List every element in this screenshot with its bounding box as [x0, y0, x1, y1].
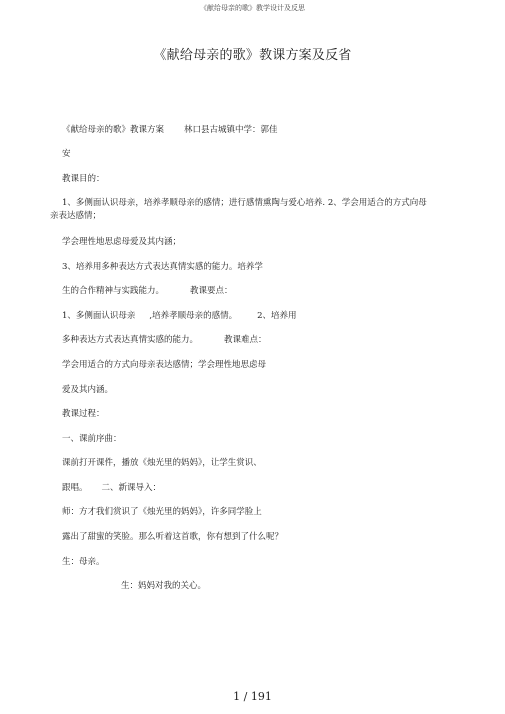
body-line: 生：妈妈对我的关心。 — [121, 581, 207, 591]
body-line: 学会用适合的方式向母亲表达感情；学会理性地思虑母 — [62, 360, 267, 370]
document-title: 《献给母亲的歌》教课方案及反省 — [153, 48, 352, 63]
body-line: 3、培养用多种表达方式表达真情实感的能力。培养学 — [62, 262, 263, 272]
body-text: 多种表达方式表达真情实感的能力。 — [62, 335, 199, 345]
body-line: 课前打开课件，播放《烛光里的妈妈》，让学生赏识、 — [62, 458, 262, 468]
body-text: ,培养孝顺母亲的感情。 — [149, 311, 238, 321]
body-line: 1、多侧面认识母亲，培养孝顺母亲的感情；进行感情熏陶与爱心培养. 2、学会用适合的方式向母 — [62, 198, 427, 208]
running-header: 《献给母亲的歌》教学设计及反思 — [200, 4, 305, 12]
section-heading-process: 教课过程： — [62, 409, 105, 419]
body-line — [62, 482, 161, 494]
subsection-heading-prelude: 一、课前序曲： — [62, 434, 122, 444]
body-text: 1、多侧面认识母亲 — [62, 311, 136, 321]
body-line: 学会理性地思虑母爱及其内涵； — [62, 237, 182, 247]
body-line: 露出了甜蜜的笑脸。那么听着这首歌，你有想到了什么呢？ — [62, 532, 284, 542]
byline-course: 《献给母亲的歌》教课方案 — [62, 125, 165, 135]
section-heading-difficulties: 教课难点： — [224, 335, 267, 345]
body-line: 安 — [62, 149, 71, 159]
page-number: 1 / 191 — [233, 690, 272, 703]
body-line — [62, 285, 233, 297]
byline-author: 林口县古城镇中学：郭佳 — [184, 125, 278, 135]
body-line — [62, 334, 267, 346]
body-line: 亲表达感情； — [50, 211, 102, 221]
body-line: 生：母亲。 — [62, 557, 105, 567]
section-heading-key-points: 教课要点： — [190, 286, 233, 296]
body-text: 生的合作精神与实践能力。 — [62, 286, 165, 296]
body-line: 师：方才我们赏识了《烛光里的妈妈》，许多同学脸上 — [62, 507, 262, 517]
byline — [62, 124, 278, 136]
body-text: 跟唱。 — [62, 483, 88, 493]
body-line — [62, 310, 297, 322]
section-heading-objectives: 教课目的： — [62, 174, 105, 184]
body-text: 2、培养用 — [257, 311, 297, 321]
body-line: 爱及其内涵。 — [62, 385, 114, 395]
subsection-heading-introduction: 二、新课导入： — [101, 483, 162, 493]
